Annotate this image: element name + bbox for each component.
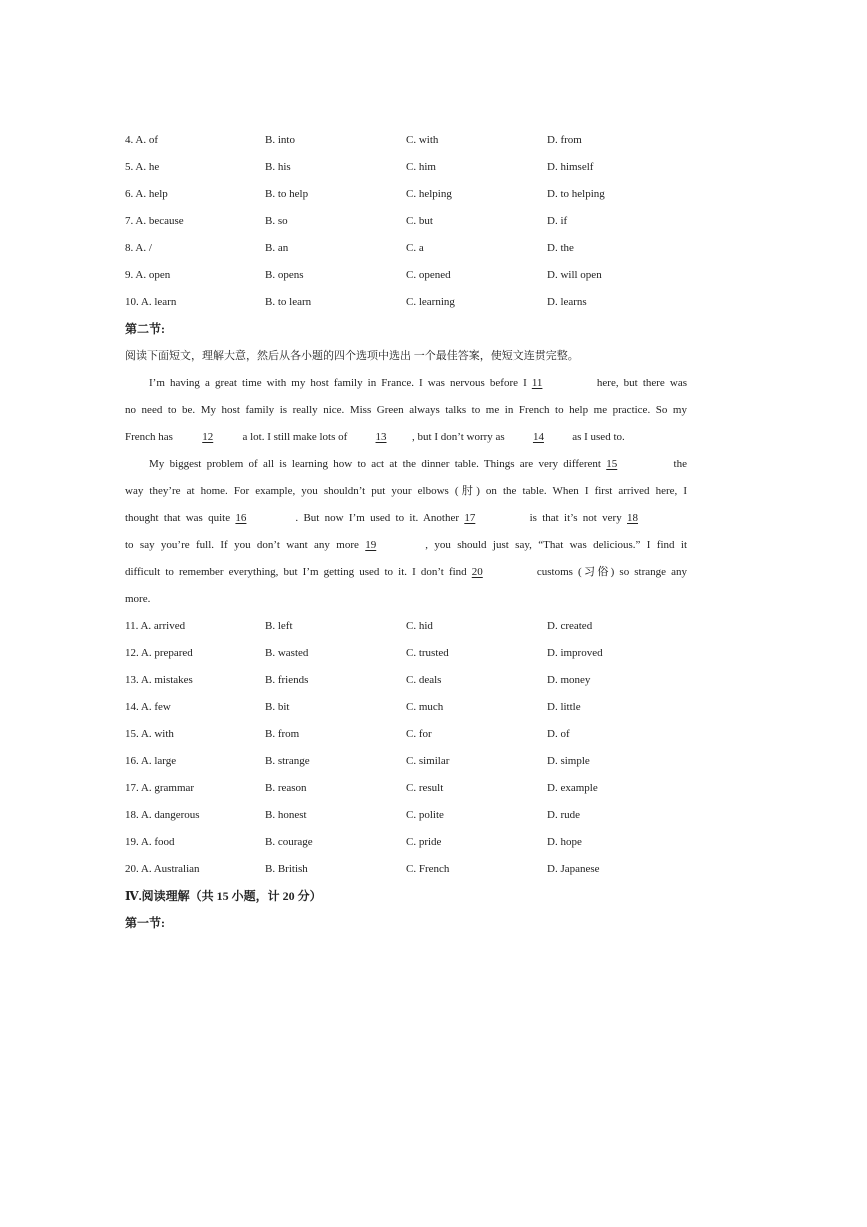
passage-line: [125, 535, 687, 555]
option-b: B. honest: [265, 809, 307, 821]
passage-text: the: [668, 458, 687, 470]
option-b: B. to help: [265, 188, 309, 200]
option-d: D. Japanese: [547, 863, 600, 875]
option-d: D. improved: [547, 647, 603, 659]
option-c: C. polite: [406, 809, 444, 821]
passage-line: [125, 427, 687, 447]
option-b: B. bit: [265, 701, 290, 713]
option-a: 19. A. food: [125, 836, 175, 848]
blank-20: 20: [471, 566, 483, 578]
blank-19: 19: [365, 539, 377, 551]
option-d: D. little: [547, 701, 581, 713]
option-a: 4. A. of: [125, 134, 158, 146]
section-2-heading: 第二节:: [125, 322, 165, 336]
option-c: C. for: [406, 728, 432, 740]
option-d: D. will open: [547, 269, 602, 281]
passage-line: no need to be. My host family is really nice. Miss Green always talks to me in French to help me practice. So my: [125, 404, 687, 416]
option-a: 17. A. grammar: [125, 782, 195, 794]
blank-11: 11: [531, 377, 543, 389]
passage-text: is that it’s not very: [524, 512, 627, 524]
option-a: 10. A. learn: [125, 296, 177, 308]
option-a: 18. A. dangerous: [125, 809, 200, 821]
passage-text: French has: [125, 431, 176, 443]
option-b: B. his: [265, 161, 291, 173]
option-d: D. example: [547, 782, 598, 794]
question-13-options: [125, 670, 745, 690]
option-d: D. the: [547, 242, 574, 254]
option-a: 9. A. open: [125, 269, 171, 281]
option-c: C. a: [406, 242, 424, 254]
question-20-options: [125, 859, 745, 879]
option-a: 7. A. because: [125, 215, 184, 227]
section-4-heading: Ⅳ.阅读理解（共 15 小题，计 20 分）: [125, 889, 322, 903]
passage-text: . But now I’m used to it. Another: [295, 512, 465, 524]
question-15-options: [125, 724, 745, 744]
option-c: C. him: [406, 161, 436, 173]
passage-text: , you should just say, “That was delicious.” I find it: [425, 539, 687, 551]
option-b: B. reason: [265, 782, 307, 794]
section-4-subheading: 第一节:: [125, 916, 165, 930]
blank-13: 13: [375, 431, 387, 443]
option-d: D. to helping: [547, 188, 605, 200]
question-12-options: [125, 643, 745, 663]
option-a: 15. A. with: [125, 728, 174, 740]
option-b: B. an: [265, 242, 289, 254]
question-11-options: [125, 616, 745, 636]
option-d: D. rude: [547, 809, 580, 821]
blank-16: 16: [235, 512, 247, 524]
question-5-options: [125, 157, 745, 177]
option-d: D. simple: [547, 755, 590, 767]
option-a: 11. A. arrived: [125, 620, 186, 632]
option-b: B. opens: [265, 269, 304, 281]
passage-text: to say you’re full. If you don’t want any more: [125, 539, 366, 551]
option-c: C. learning: [406, 296, 455, 308]
option-b: B. British: [265, 863, 308, 875]
question-8-options: [125, 238, 745, 258]
option-a: 20. A. Australian: [125, 863, 200, 875]
blank-15: 15: [606, 458, 618, 470]
passage-text: I’m having a great time with my host family in France. I was nervous before I: [149, 377, 532, 389]
question-7-options: [125, 211, 745, 231]
passage-text: as I used to.: [569, 431, 625, 443]
passage-text: , but I don’t worry as: [412, 431, 508, 443]
passage-line: [149, 454, 687, 474]
question-17-options: [125, 778, 745, 798]
question-9-options: [125, 265, 745, 285]
option-a: 5. A. he: [125, 161, 160, 173]
option-b: B. wasted: [265, 647, 309, 659]
passage-text: My biggest problem of all is learning how to act at the dinner table. Things are very different: [149, 458, 607, 470]
option-b: B. friends: [265, 674, 309, 686]
option-d: D. learns: [547, 296, 587, 308]
option-b: B. from: [265, 728, 300, 740]
passage-line: [125, 562, 687, 582]
option-a: 13. A. mistakes: [125, 674, 193, 686]
option-b: B. strange: [265, 755, 310, 767]
option-d: D. hope: [547, 836, 582, 848]
blank-18: 18: [627, 512, 638, 524]
passage-text: a lot. I still make lots of: [239, 431, 351, 443]
option-c: C. with: [406, 134, 439, 146]
blank-14: 14: [532, 431, 544, 443]
option-d: D. of: [547, 728, 570, 740]
passage-text: thought that was quite: [125, 512, 236, 524]
passage-line: more.: [125, 593, 151, 605]
question-16-options: [125, 751, 745, 771]
option-d: D. if: [547, 215, 568, 227]
option-a: 8. A. /: [125, 242, 152, 254]
option-d: D. from: [547, 134, 582, 146]
option-b: B. to learn: [265, 296, 312, 308]
option-c: C. helping: [406, 188, 452, 200]
option-d: D. created: [547, 620, 593, 632]
option-b: B. courage: [265, 836, 313, 848]
option-c: C. much: [406, 701, 444, 713]
passage-text: here, but there was: [591, 377, 687, 389]
passage-line: [125, 508, 687, 528]
option-c: C. opened: [406, 269, 451, 281]
question-4-options: [125, 130, 745, 150]
question-10-options: [125, 292, 745, 312]
passage-text: customs (习俗) so strange any: [531, 566, 688, 578]
question-6-options: [125, 184, 745, 204]
option-c: C. but: [406, 215, 433, 227]
option-c: C. pride: [406, 836, 442, 848]
option-c: C. trusted: [406, 647, 449, 659]
option-a: 6. A. help: [125, 188, 168, 200]
section-2-instruction: 阅读下面短文，理解大意，然后从各小题的四个选项中选出 一个最佳答案，使短文连贯完整。: [125, 350, 579, 362]
option-c: C. hid: [406, 620, 433, 632]
option-d: D. money: [547, 674, 591, 686]
passage-text: difficult to remember everything, but I’m getting used to it. I don’t find: [125, 566, 472, 578]
option-c: C. deals: [406, 674, 442, 686]
option-b: B. into: [265, 134, 295, 146]
passage-line: way they’re at home. For example, you shouldn’t put your elbows (肘) on the table. When I first arrived here, I: [125, 485, 687, 497]
blank-17: 17: [464, 512, 476, 524]
option-b: B. left: [265, 620, 293, 632]
option-d: D. himself: [547, 161, 594, 173]
question-18-options: [125, 805, 745, 825]
option-b: B. so: [265, 215, 288, 227]
option-a: 12. A. prepared: [125, 647, 193, 659]
blank-12: 12: [202, 431, 214, 443]
question-19-options: [125, 832, 745, 852]
question-14-options: [125, 697, 745, 717]
option-c: C. similar: [406, 755, 450, 767]
option-c: C. French: [406, 863, 450, 875]
option-a: 16. A. large: [125, 755, 177, 767]
option-c: C. result: [406, 782, 444, 794]
option-a: 14. A. few: [125, 701, 171, 713]
passage-line: [149, 373, 687, 393]
